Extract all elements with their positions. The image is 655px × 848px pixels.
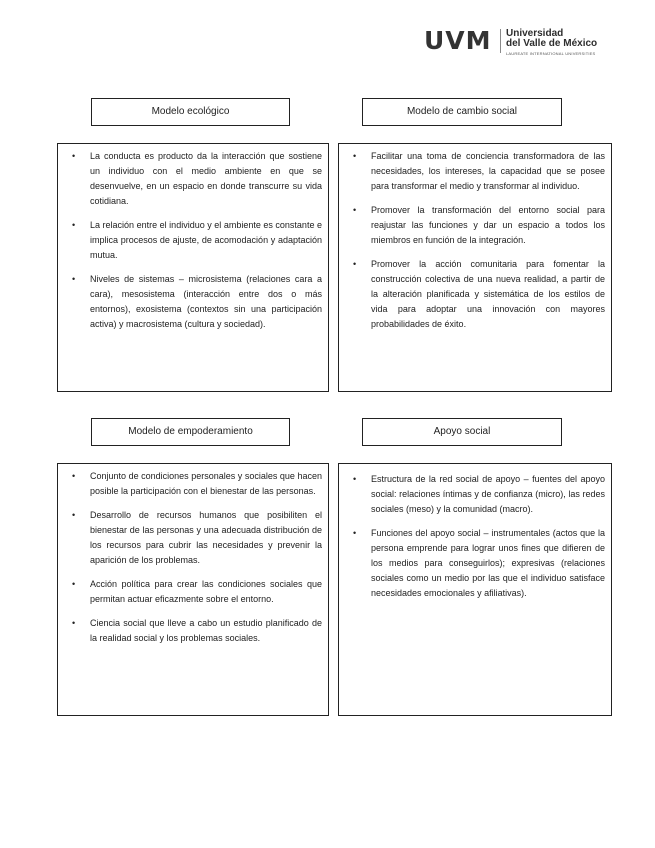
item-text: Promover la acción comunitaria para fomentar la construcción colectiva de una nueva realidad, a partir de la alteración planificada y sistemática de los estilos de vida para adoptar una innovación con mayores probabilidades de éxito.: [371, 259, 605, 329]
section-title: Apoyo social: [433, 426, 491, 437]
logo-university-line1: Universidad: [506, 28, 564, 39]
panel-modelo-empoderamiento: [57, 463, 329, 716]
list-item: [339, 203, 611, 248]
bullet-icon: •: [72, 471, 76, 481]
item-text: Estructura de la red social de apoyo – fuentes del apoyo social: relaciones íntimas y de confianza (micro), las redes sociales (meso) y la comunidad (macro).: [371, 474, 605, 514]
list-item: [58, 272, 328, 332]
bullet-icon: •: [72, 618, 76, 628]
item-text: Funciones del apoyo social – instrumentales (actos que la persona emprende para lograr unos fines que difieren de los medios para conseguirlos); expresivas (relaciones sociales como un medio por las que el individuo satisface necesidades emocionales y afiliativas).: [371, 528, 605, 598]
title-modelo-ecologico: [91, 98, 290, 126]
panel-modelo-ecologico: [57, 143, 329, 392]
section-title: Modelo ecológico: [151, 106, 230, 117]
item-text: Conjunto de condiciones personales y sociales que hacen posible la participación con el bienestar de las personas.: [90, 471, 322, 496]
logo-wordmark: UVM: [424, 26, 492, 55]
item-text: La relación entre el individuo y el ambiente es constante e implica procesos de ajuste, de acomodación y adaptación mutua.: [90, 220, 322, 260]
uvm-logo: [424, 27, 604, 57]
item-text: Ciencia social que lleve a cabo un estudio planificado de la realidad social y los problemas sociales.: [90, 618, 322, 643]
item-text: Desarrollo de recursos humanos que posibiliten el bienestar de las personas y una adecuada distribución de los recursos para cubrir las necesidades y prevenir la aparición de los problemas.: [90, 510, 322, 565]
item-text: Facilitar una toma de conciencia transformadora de las necesidades, los intereses, la capacidad que se posee para transformar el medio y transformar al individuo.: [371, 151, 605, 191]
list-item: [58, 218, 328, 263]
list-item: [339, 526, 611, 601]
logo-tagline: LAUREATE INTERNATIONAL UNIVERSITIES: [506, 51, 596, 56]
bullet-icon: •: [72, 274, 76, 284]
bullet-icon: •: [72, 151, 76, 161]
panel-apoyo-social: [338, 463, 612, 716]
title-apoyo-social: [362, 418, 562, 446]
item-text: La conducta es producto da la interacción que sostiene un individuo con el medio ambiente en que se desenvuelve, en un espacio en donde transcurre su vida cotidiana.: [90, 151, 322, 206]
logo-divider: [500, 29, 501, 53]
list-item: [339, 472, 611, 517]
bullet-icon: •: [353, 205, 357, 215]
list-item: [339, 257, 611, 332]
item-text: Acción política para crear las condiciones sociales que permitan actuar eficazmente sobre el entorno.: [90, 579, 322, 604]
list-item: [58, 469, 328, 499]
list-item: [58, 149, 328, 209]
item-text: Promover la transformación del entorno social para reajustar las funciones y dar un espacio a todos los miembros en función de la integración.: [371, 205, 605, 245]
title-modelo-cambio-social: [362, 98, 562, 126]
title-modelo-empoderamiento: [91, 418, 290, 446]
bullet-icon: •: [353, 474, 357, 484]
section-title: Modelo de cambio social: [406, 106, 518, 117]
bullet-icon: •: [353, 151, 357, 161]
section-title: Modelo de empoderamiento: [128, 426, 253, 437]
logo-university-line2: del Valle de México: [506, 38, 598, 49]
bullet-icon: •: [72, 579, 76, 589]
list-item: [339, 149, 611, 194]
item-text: Niveles de sistemas – microsistema (relaciones cara a cara), mesosistema (interacción entre dos o más entornos), exosistema (contextos sin una participación activa) y macrosistema (cultura y sociedad).: [90, 274, 322, 329]
list-item: [58, 616, 328, 646]
list-item: [58, 508, 328, 568]
list-item: [58, 577, 328, 607]
bullet-icon: •: [72, 220, 76, 230]
bullet-icon: •: [72, 510, 76, 520]
panel-modelo-cambio-social: [338, 143, 612, 392]
bullet-icon: •: [353, 259, 357, 269]
bullet-icon: •: [353, 528, 357, 538]
